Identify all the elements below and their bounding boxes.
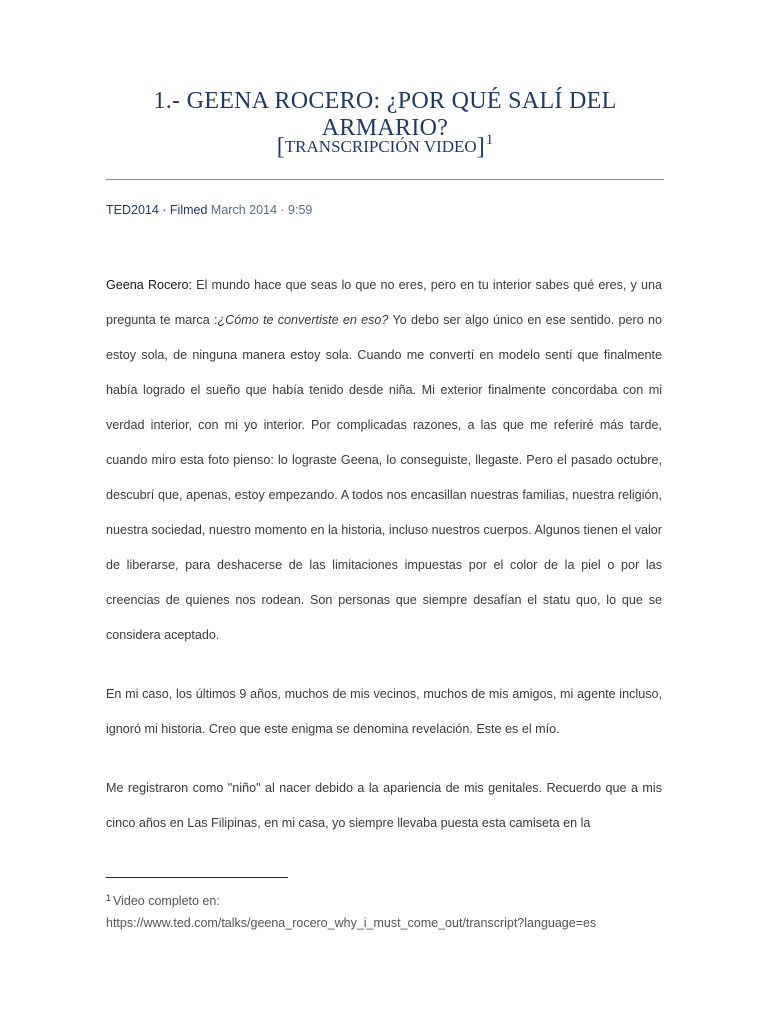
footnote-label: Video completo en: — [113, 894, 220, 908]
event-link[interactable]: TED2014 · Filmed — [106, 203, 208, 217]
subtitle-open-bracket: [ — [276, 134, 285, 160]
title-divider — [106, 179, 664, 180]
paragraph-1-text-a: El mundo hace que seas lo que no eres, pero en tu interior sabes qué eres, y una pregunta te marca : — [106, 278, 662, 327]
paragraph-1-text-b: Yo debo ser algo único en ese sentido. pero no estoy sola, de ninguna manera estoy sola. Cuando me convertí en modelo sentí que finalmente había logrado el sueño que había tenido desde niña. Mi exterior finalmente concordaba con mi verdad interior, con mi yo interior. Por complicadas razones, a las que me referiré más tarde, cuando miro esta foto pienso: lo lograste Geena, lo conseguiste, llegaste. Pero el pasado octubre, descubrí que, apenas, estoy empezando. A todos nos encasillan nuestras familias, nuestra religión, nuestra sociedad, nuestro momento en la historia, incluso nuestros cuerpos. Algunos tienen el valor de liberarse, para deshacerse de las limitaciones impuestas por el color de la piel o por las creencias de quienes nos rodean. Son personas que siempre desafían el statu quo, lo que se considera aceptado. — [106, 313, 662, 642]
subtitle-text: TRANSCRIPCIÓN VIDEO — [284, 137, 477, 156]
footnote-url[interactable]: https://www.ted.com/talks/geena_rocero_why_i_must_come_out/transcript?language=es — [106, 916, 597, 930]
paragraph-3: Me registraron como "niño" al nacer debido a la apariencia de mis genitales. Recuerdo que a mis cinco años en Las Filipinas, en mi casa, yo siempre llevaba puesta esta camiseta en la — [106, 781, 662, 830]
footnote-reference[interactable]: 1 — [485, 132, 494, 148]
talk-meta — [106, 203, 312, 217]
speaker-name: Geena Rocero: — [106, 278, 193, 292]
footnote-number: 1 — [106, 893, 112, 903]
document-subtitle — [106, 132, 664, 161]
paragraph-1 — [106, 268, 662, 653]
document-title: 1.- GEENA ROCERO: ¿POR QUÉ SALÍ DEL ARMARIO? — [153, 88, 617, 141]
footnote-divider — [106, 877, 288, 878]
paragraph-2: En mi caso, los últimos 9 años, muchos de mis vecinos, muchos de mis amigos, mi agente incluso, ignoró mi historia. Creo que este enigma se denomina revelación. Este es el mío. — [106, 687, 662, 736]
subtitle-close-bracket: ] — [476, 134, 485, 160]
footnote — [106, 887, 596, 934]
paragraph-1-quote: ¿Cómo te convertiste en eso? — [217, 313, 389, 327]
talk-date: March 2014 · 9:59 — [210, 203, 313, 217]
